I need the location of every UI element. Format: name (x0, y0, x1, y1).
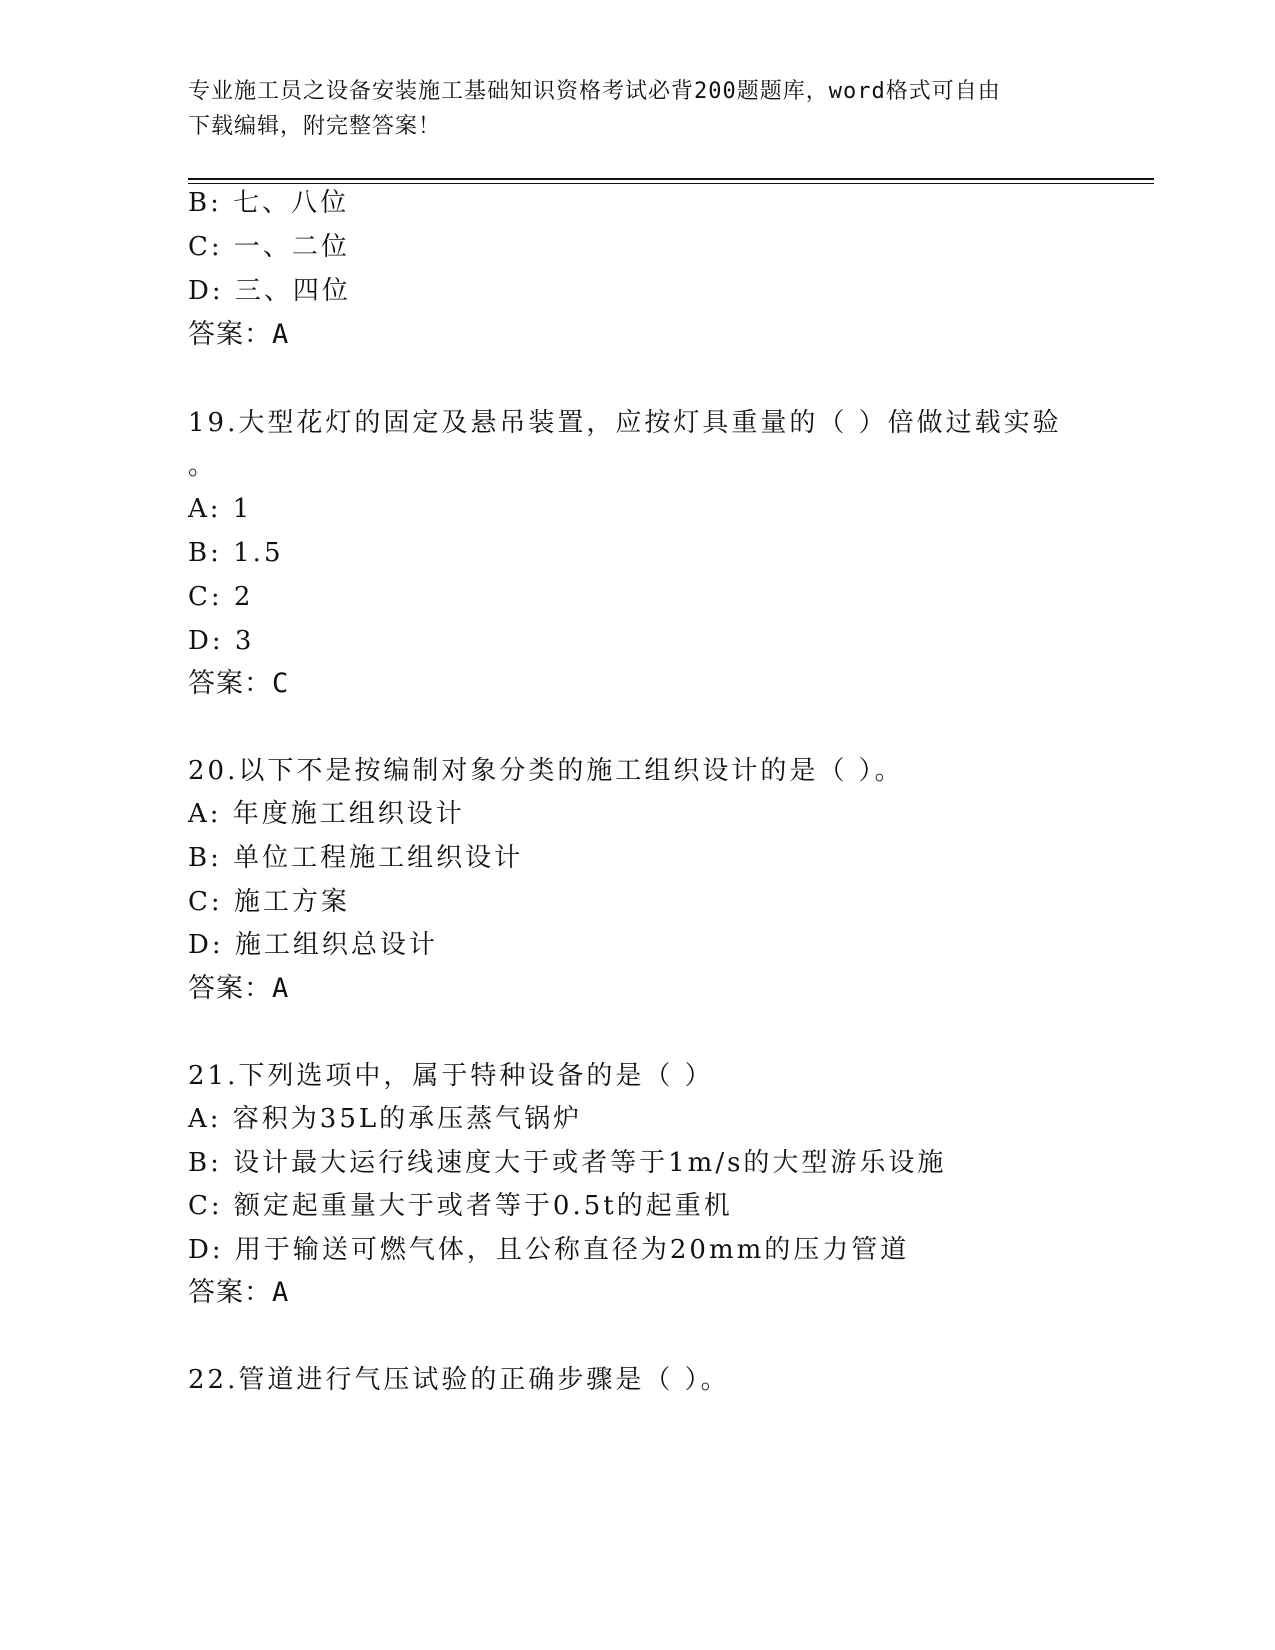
question-20-option-d: D: 施工组织总设计 (188, 930, 438, 960)
question-19-answer (188, 666, 1088, 702)
question-20-answer (188, 971, 1088, 1007)
answer-value: A (272, 1277, 290, 1308)
question-19-option-b: B: 1.5 (188, 538, 284, 568)
header-divider-thick (188, 178, 1154, 180)
option-d: D: 三、四位 (188, 276, 351, 306)
question-21-option-a: A: 容积为35L的承压蒸气锅炉 (188, 1104, 583, 1134)
answer-label: 答案： (188, 973, 272, 1004)
question-22-stem: 22.管道进行气压试验的正确步骤是（ ）。 (188, 1365, 730, 1395)
question-19-stem-continued: 。 (188, 451, 218, 481)
question-19-option-c: C: 2 (188, 582, 254, 612)
question-21-option-c: C: 额定起重量大于或者等于0.5t的起重机 (188, 1191, 733, 1221)
answer-label: 答案： (188, 1277, 272, 1308)
answer-value: C (272, 668, 290, 699)
header-divider-thin (188, 183, 1154, 184)
question-19-option-d: D: 3 (188, 626, 255, 656)
question-20-option-b: B: 单位工程施工组织设计 (188, 843, 524, 873)
question-20-stem: 20.以下不是按编制对象分类的施工组织设计的是（ ）。 (188, 756, 904, 786)
answer-value: A (272, 319, 290, 350)
option-c: C: 一、二位 (188, 232, 350, 262)
question-19-stem: 19.大型花灯的固定及悬吊装置，应按灯具重量的（ ）倍做过载实验 (188, 408, 1062, 438)
answer-value: A (272, 973, 290, 1004)
question-21-option-d: D: 用于输送可燃气体，且公称直径为20mm的压力管道 (188, 1235, 910, 1265)
question-21-option-b: B: 设计最大运行线速度大于或者等于1m/s的大型游乐设施 (188, 1148, 947, 1178)
question-20-option-a: A: 年度施工组织设计 (188, 799, 465, 829)
question-21-stem: 21.下列选项中，属于特种设备的是（ ） (188, 1061, 714, 1091)
header-title-line-2: 下载编辑，附完整答案！ (188, 114, 442, 139)
answer-label: 答案： (188, 319, 272, 350)
document-header (188, 74, 1088, 144)
question-21-answer (188, 1275, 1088, 1311)
question-20-option-c: C: 施工方案 (188, 887, 350, 917)
option-b: B: 七、八位 (188, 188, 350, 218)
header-title-line-1: 专业施工员之设备安装施工基础知识资格考试必背200题题库，word格式可自由 (188, 79, 1001, 104)
answer-label: 答案： (188, 668, 272, 699)
question-19-option-a: A: 1 (188, 494, 253, 524)
answer-line (188, 317, 1088, 353)
